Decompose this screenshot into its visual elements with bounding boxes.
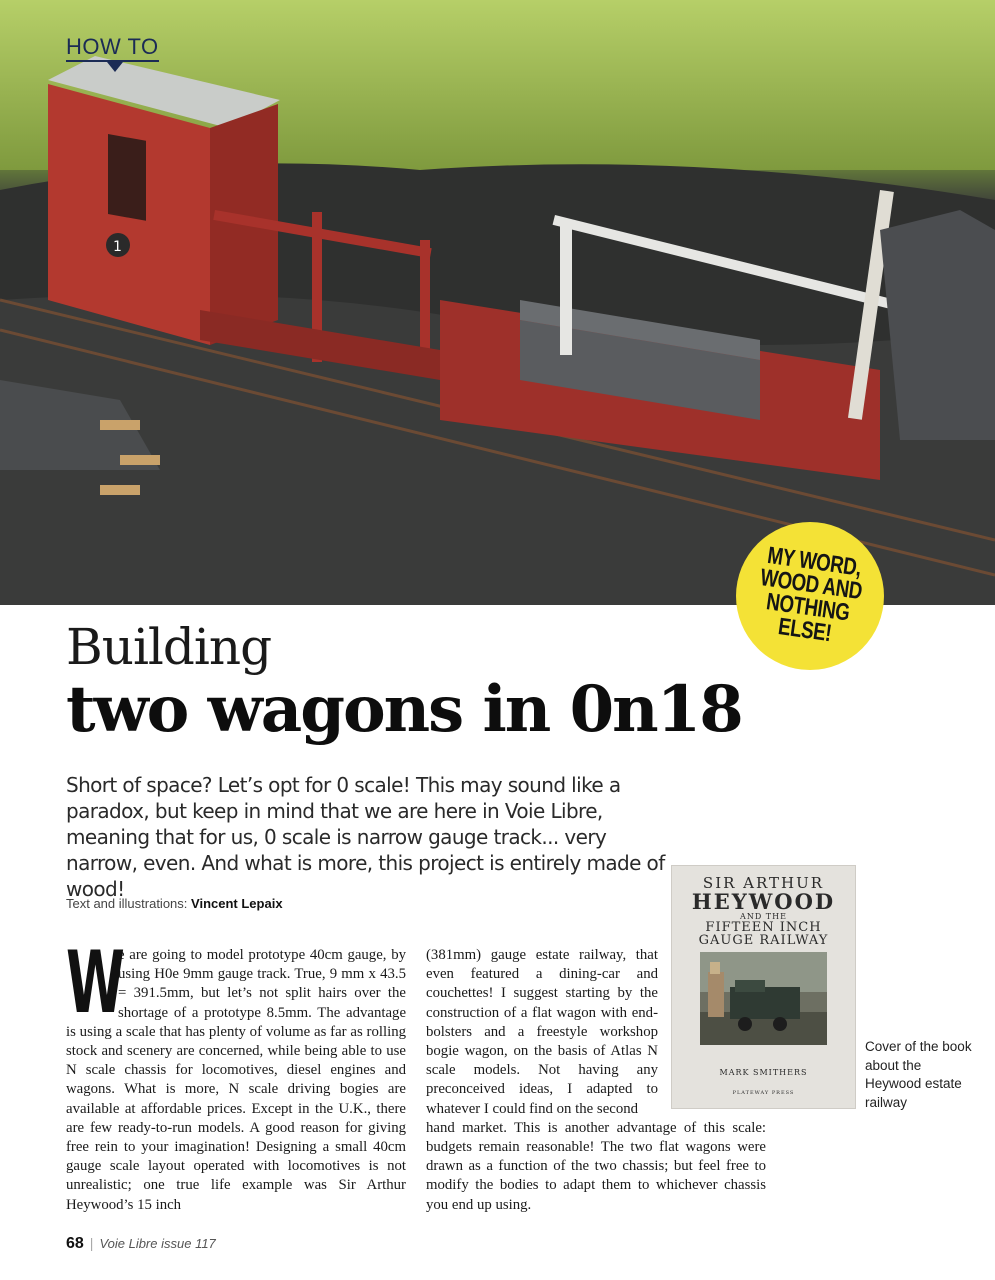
book-cover-photo [700,952,827,1045]
hero-photo [0,0,995,605]
title-kicker: Building [66,618,272,676]
book-subtitle-line: GAUGE RAILWAY [698,933,829,948]
page-title: two wagons in 0n18 [66,672,742,747]
byline-label: Text and illustrations: [66,896,188,911]
body-column-1 [66,933,407,1215]
book-publisher: PLATEWAY PRESS [732,1090,795,1096]
section-tag-marker [107,62,123,72]
book-author: MARK SMITHERS [719,1068,808,1077]
svg-text:1: 1 [113,239,122,255]
book-subtitle-line: FIFTEEN INCH [705,920,822,935]
image-caption: Cover of the book about the Heywood estate railway [865,1039,972,1110]
page-number: 68 [66,1235,84,1252]
body-text-lead: e are going to model prototype 40cm gauge, by using H0e 9mm gauge track. True, 9 mm x 43.5 = 391.5mm, but let’s not split hairs over the shortage of a prototype 8.5mm. The [118,947,406,1021]
badge-text: MY WORD, WOOD AND NOTHING ELSE! [759,541,865,648]
byline-author: Vincent Lepaix [191,896,283,911]
magazine-issue: Voie Libre issue 117 [99,1236,216,1251]
body-text-narrow: (381mm) gauge estate railway, that even featured a dining-car and couchettes! I suggest starting by the construction of a flat wagon with end-bolsters and a freestyle workshop bogie wagon, on the basis of Atlas N scale models. Not having any preconceived ideas, I adapted to whatever I could find on the second [426,947,658,1117]
book-cover [672,866,855,1108]
body-text: advantage is using a scale that has plenty of volume as far as rolling stock and scenery are concerned, while being able to use N scale chassis for locomotives, diesel engines and wagons. What is more, N scale driving bogies are available at affordable prices. Except in the U.K., there are few ready-to-run models. A good reason for giving free rein to your imagination! Designing a small 40cm gauge scale layout operated with locomotives is not unrealistic; one true life example was Sir Arthur Heywood’s 15 inch [66,1004,407,1213]
book-title-main: HEYWOOD [691,889,836,914]
callout-badge [736,522,884,670]
dropcap: W [66,933,125,1033]
locomotive-illustration [700,952,827,1045]
page-footer [66,1235,216,1253]
byline [66,896,283,911]
hero-illustration [0,0,995,605]
book-title-line: SIR ARTHUR [702,874,825,892]
footer-separator: | [89,1235,94,1251]
body-text: hand market. This is another advantage of this scale: budgets remain reasonable! The two flat wagons were drawn as a function of the two chassis; but feel free to modify the bodies to adapt them to whichever chassis you end up using. [426,1119,766,1213]
book-title-line: AND THE [740,912,787,921]
book-subtitle [672,921,855,947]
standfirst: Short of space? Let’s opt for 0 scale! This may sound like a paradox, but keep in mind that we are here in Voie Libre, meaning that for us, 0 scale is narrow gauge track... very narrow, even. And what is more, this project is entirely made of wood! [66,773,665,901]
section-tag: HOW TO [66,34,159,62]
